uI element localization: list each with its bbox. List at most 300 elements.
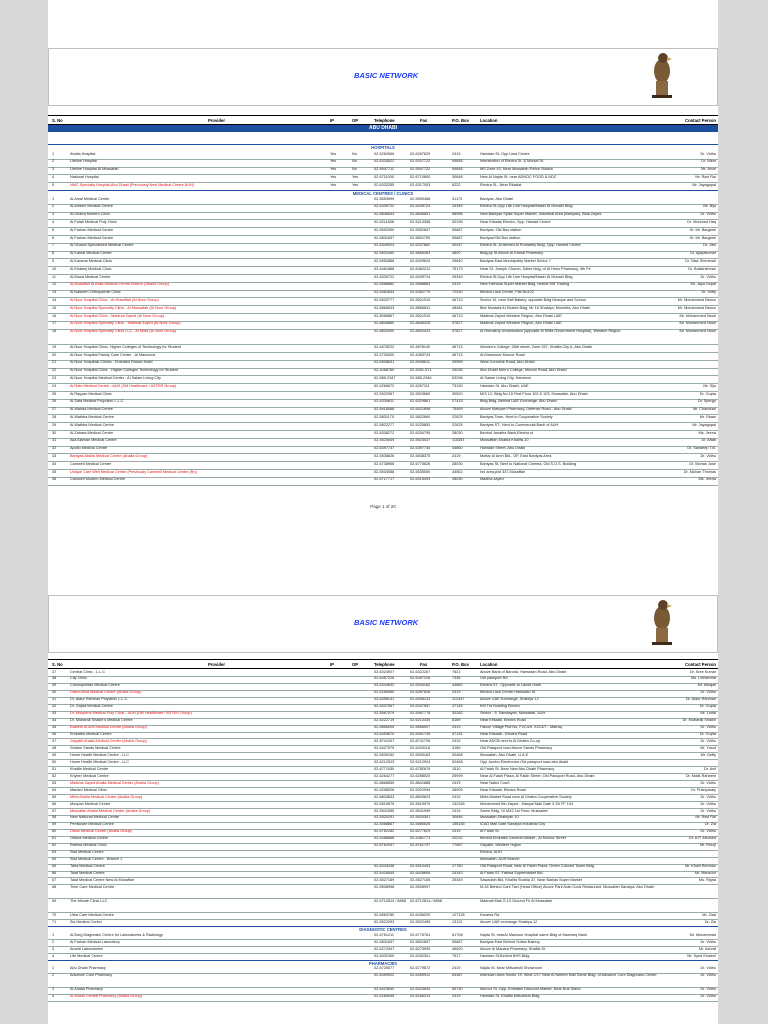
cell-tel: 02-6334632 [374, 683, 395, 688]
cell-po: 115353 [452, 438, 465, 443]
cell-prov: Camwell Modern Medical Centre [70, 477, 126, 482]
cell-tel: 02-6563780 [374, 912, 395, 917]
cell-no: 40 [52, 690, 57, 695]
cell-no: 18 [52, 329, 57, 334]
cell-fax: 02-6267111 [410, 383, 430, 388]
cell-cp: Dr. Vidhu [700, 994, 716, 999]
cell-fax: 02-6337722 [410, 159, 431, 164]
cell-fax: 02-585-2346 [410, 375, 432, 380]
cell-op: No [352, 159, 357, 164]
cell-po: 55730 [452, 987, 463, 992]
cell-cp: Dr. Vidhu [700, 274, 716, 279]
cell-fax: 02-8846326 [410, 321, 431, 326]
header-banner [48, 48, 718, 106]
cell-prov: Al Zahara Medical Centre [70, 430, 114, 435]
cell-cp: Dr. Vidhu [700, 939, 716, 944]
cell-po: 46713 [452, 313, 463, 318]
col-provider: Provider [208, 661, 225, 667]
cell-po: 46713 [452, 344, 463, 349]
page-1 [48, 0, 718, 515]
cell-cp: Dr. Spergo [697, 399, 716, 404]
cell-cp: Dr. Vidhu [700, 987, 716, 992]
cell-cp: Dr. Mubarak Shaikh [682, 718, 716, 723]
cell-loc: Marinati Mall G-13 Ground Flr Al Mussafah [480, 898, 552, 903]
cell-no: 7 [52, 243, 55, 248]
cell-loc: Opp Jumbo Electronics Old passport road abu dhabi [480, 759, 569, 764]
cell-prov: Al Khaleej Medical Clinic [70, 266, 112, 271]
cell-loc: Muroor St. Opp. Emirates Discount Market, Near Bus Stand [480, 987, 581, 992]
col-loc: Location [480, 117, 498, 123]
cell-loc: M-26 Behind Care Taxi (Head Office) Above Park Arab Cook Restaurant, Mussafah Sanaiya, Abu Dhabi [480, 884, 654, 889]
cell-prov: Baniyas Ahalia Medical Centre (Ahalia Group) [70, 453, 148, 458]
section-header: MEDICAL CENTRES / CLINICS [48, 190, 718, 197]
cell-loc: Intersection of Electra St. & Mursal St. [480, 159, 545, 164]
col-provider: Provider [208, 117, 225, 123]
cell-loc: Al Salam Living City, Hameem [480, 375, 531, 380]
cell-po: 2419 [452, 725, 461, 730]
cell-prov: Al Borg Diagnostic Centre for Laboratories & Radiology [70, 932, 163, 937]
cell-fax: 02-6397745 [410, 446, 431, 451]
cell-loc: New Baniyas Spike Super Market, Industrial Area (Baniyas), Bida Zayed [480, 212, 602, 217]
col-ip: IP [330, 661, 334, 667]
cell-tel: 02-6324907 [374, 669, 395, 674]
cell-prov: Home Health Medical Centre - LLC [70, 759, 130, 764]
cell-no: 3 [52, 167, 55, 172]
cell-no: 52 [52, 773, 57, 778]
cell-loc: Najda St. nearAl Mansour Hospital same Bldg of Mashreq Bank [480, 932, 587, 937]
cell-tel: 02-5822277 [374, 422, 395, 427]
cell-no: 59 [52, 822, 57, 827]
cell-prov: Advance Cure Pharmacy [70, 973, 113, 978]
cell-prov: Al Wathba Medical Centre [70, 414, 114, 419]
cell-no: 69 [52, 898, 57, 903]
cell-no: 13 [52, 290, 57, 295]
col-op: OP [352, 661, 359, 667]
cell-loc: Electra St,Opp Life Line Hospital/Naser Al Munairi Bldg [480, 274, 573, 279]
cell-prov: Emirates Medical Centre [70, 732, 112, 737]
cell-po: 25349 [452, 878, 463, 882]
cell-loc: Bldg Bldg, Behind UAE Exchange, Abu Dhabi [480, 399, 557, 404]
cell-no: 3 [52, 212, 55, 217]
cell-loc: Baniyas, Old Bus station [480, 227, 522, 232]
cell-cp: Mr. Mohammed Benzo [677, 305, 716, 310]
cell-loc: Baniyas ST., Next to Commercial Bank of AUH [480, 422, 559, 427]
cell-no: 29 [52, 422, 57, 427]
cell-no: 51 [52, 766, 57, 771]
cell-prov: Life Medical Centre [70, 953, 103, 958]
col-cp: Contact Person [685, 117, 716, 123]
cell-po: 94846 [452, 159, 463, 164]
col-po: P.O. Box [452, 117, 469, 123]
cell-loc: Baniyas Town, Next to Cooperative Society [480, 414, 553, 419]
cell-loc: Near Nabni Court [480, 780, 510, 785]
cell-cp: Dr. Malik Raheem [685, 773, 716, 778]
cell-tel: 02-5527189 [374, 878, 395, 882]
cell-prov: Al Noor Hospital Clinic - Madinat Zayed (Al Noor Group) [70, 313, 165, 318]
cell-tel: 02-8846860 [374, 321, 395, 326]
cell-po: 30648 [452, 174, 463, 179]
cell-loc: Baniyas East Behind Sultan Bakery [480, 939, 540, 944]
cell-prov: Dr. Gupta Medical Centre [70, 704, 113, 709]
cell-tel: 02-6298026 [374, 787, 395, 792]
cell-tel: 02-6738966 [374, 461, 395, 466]
cell-no: 5 [52, 227, 55, 232]
cell-prov: Al Ghazal Specialized Medical Centre [70, 243, 134, 248]
cell-prov: Abu Dhabi Pharmacy [70, 966, 106, 971]
cell-prov: Home Health Medical Centre - LLC [70, 752, 130, 757]
cell-op: Yes [352, 182, 359, 187]
cell-loc: Old Passport road Above Sands Pharmacy [480, 745, 553, 750]
cell-prov: New National Medical Centre [70, 815, 120, 820]
cell-fax: 02-6332301 [410, 953, 431, 958]
cell-tel: 02-6362834 [374, 290, 395, 295]
cell-loc: Mussafah, Abu Dhabi, U.A.E [480, 752, 529, 757]
cell-tel: 02-8762937 [374, 843, 395, 848]
cell-fax: 02-5588883 [410, 282, 431, 287]
cell-no: 1 [52, 151, 55, 156]
cell-tel: 02-5588882 [374, 282, 395, 287]
cell-loc: Electra St, Al Ahmed Al Rumaithy Bldg, Opp. Hamed Centre [480, 243, 581, 248]
cell-loc: Baniyas, Abu Dhabi [480, 196, 514, 201]
cell-prov: Al Dhafra Modern Clinic [70, 212, 111, 217]
cell-tel: 02-5838626 [374, 453, 395, 458]
cell-no: 35 [52, 469, 57, 474]
falcon-logo-icon [647, 51, 677, 101]
cell-prov: Moopan Medical Centre [70, 801, 111, 806]
cell-no: 38 [52, 676, 57, 681]
col-no: S. No [52, 117, 63, 123]
cell-tel: 02-8833633 [374, 794, 395, 799]
cell-prov: Al Karama Medical Clinic [70, 258, 113, 263]
cell-tel: 02-6269545 [374, 994, 395, 999]
cell-prov: Al Falah Medical Poly Clinic [70, 219, 117, 224]
cell-prov: Talat Medical Centre [70, 871, 105, 876]
cell-cp: Mr. Muhammad [689, 932, 716, 937]
cell-fax: 02-6315493 [410, 477, 431, 482]
cell-fax: 02-6339724 [410, 274, 431, 279]
cell-fax: 02-6334795 [410, 430, 431, 435]
cell-prov: Central Clinic - L.L.C [70, 669, 106, 674]
cell-cp: Ms. Jeena [698, 477, 716, 482]
cell-cp: Dr. Sree Kumar [689, 669, 716, 674]
cell-loc: Hamdan St. Khalifa Mitsubishi Bldg. [480, 994, 541, 999]
cell-loc: Al Falah St. Near New Abu Dhabi Pharmacy [480, 766, 555, 771]
cell-cp: Dr. Gupta [699, 391, 716, 396]
cell-po: 47145 [452, 704, 463, 709]
cell-tel: 02-6339722 [374, 274, 395, 279]
cell-no: 31 [52, 438, 57, 443]
cell-tel: 02-8866633 [374, 305, 395, 310]
cell-prov: Mariam Medical Clinic [70, 787, 108, 792]
cell-no: 36 [52, 477, 57, 482]
cell-prov: Apollo Medical Centre [70, 446, 108, 451]
cell-loc: KM Trd Building Electra [480, 704, 520, 709]
cell-prov: Al Safa Medical Polyclinic L.L.C. [70, 399, 125, 404]
cell-no: 49 [52, 752, 57, 757]
cell-op: No [352, 151, 357, 156]
cell-cp: Dr. Vidhu [700, 808, 716, 813]
cell-fax: 02-6337557 [410, 704, 431, 709]
cell-prov: Al Noor Hospital Family Care Center - Al Mamoora [70, 352, 156, 357]
cell-fax: 02-6317003 [410, 182, 431, 187]
cell-fax: 02-5508997 [410, 884, 431, 889]
cell-po: 27415 [452, 399, 463, 404]
cell-loc: Ind area,plot 337,Musaffah [480, 469, 526, 474]
cell-prov: Al Wathba Medical Centre [70, 422, 114, 427]
cell-cp: Dr. Setty [701, 290, 716, 295]
cell-prov: Al Ahalia Central Pharmacy (Ahalia Group) [70, 994, 142, 999]
cell-loc: Old Passport Road, near Al Falah Plaza, Green Colored Tower Bldg. [480, 864, 595, 869]
cell-cp: Mr. Albajali [697, 683, 716, 688]
section-hospitals: HOSPITALS [48, 144, 718, 151]
cell-tel: 02-4678222 [374, 344, 395, 349]
header-banner [48, 595, 718, 653]
cell-po: 30520 [452, 391, 463, 396]
cell-prov: Talat Medical Centre New Al Musaffah [70, 878, 135, 882]
cell-tel: 02-5520777 [374, 297, 395, 302]
cell-po: 47131 [452, 732, 463, 737]
cell-po: 57827 [452, 321, 463, 326]
cell-prov: Al Rayyan Medical Clinic [70, 391, 112, 396]
cell-fax: 02-6910453 [410, 864, 431, 869]
cell-fax: 02-8832424 [410, 329, 431, 334]
cell-no: 2 [52, 204, 55, 209]
cell-fax: 02-4678140 [410, 344, 431, 349]
cell-po: 46713 [452, 352, 463, 357]
cell-loc: Behind Liwa Centre,Hamadan St [480, 690, 536, 695]
cell-cp: Mr. Khalil Rehman [684, 864, 716, 869]
cell-loc: Hamdan St,Behind BHS Bldg [480, 953, 530, 958]
cell-fax: 02-6782679 [410, 766, 431, 771]
cell-po: 2419 [452, 739, 461, 743]
cell-no: 45 [52, 725, 57, 730]
cell-po: 28030 [452, 430, 463, 435]
cell-tel: 02-6339811 [374, 399, 394, 404]
cell-loc: Behind Emirates General Market - Al Muroor Street [480, 836, 566, 841]
col-op: OP [352, 117, 359, 123]
cell-po: 24343 [452, 871, 463, 876]
cell-fax: 02-4051-571 [410, 368, 432, 373]
cell-no: 53 [52, 780, 57, 785]
cell-no: 66 [52, 871, 57, 876]
cell-fax: 02-8741705 [410, 739, 431, 743]
cell-prov: Dawn Ahlia Medical Centre (Ahalia Group) [70, 690, 142, 695]
cell-fax: 02-6266313 [410, 994, 431, 999]
cell-prov: Lifeline Hospital [70, 159, 97, 164]
cell-tel: 02-6461888 [374, 266, 395, 271]
cell-fax: 02-5547722 [410, 167, 431, 172]
cell-tel: 02-5567079 [374, 711, 395, 716]
col-fax: Fax [420, 661, 428, 667]
cell-ip: Yes [330, 182, 337, 187]
cell-cp: Dr. Aftab [701, 438, 716, 443]
cell-prov: Golden Sands Medical Centre [70, 745, 121, 750]
cell-prov: Al Noor Hospital Medical Center - Al Salam Living City [70, 375, 161, 380]
cell-no: 30 [52, 430, 57, 435]
cell-no: 56 [52, 801, 57, 806]
cell-tel: 02-5547711 [374, 167, 394, 172]
cell-po: 39999 [452, 360, 463, 365]
cell-tel: 02-6332255 [374, 182, 395, 187]
cell-loc: Madinat Zayed Western Region, Abu Dhabi UAE [480, 313, 562, 318]
cell-no: 6 [52, 235, 55, 240]
cell-loc: Najda St. Near Mitsubishi Showroom [480, 966, 543, 971]
cell-fax: 02-5522495 [410, 919, 431, 924]
cell-po: 7336 [452, 676, 461, 681]
cell-loc: Near Etisalat Electra, Opp. Hamad Centre [480, 219, 551, 224]
cell-cp: Mr. Mohammed Nauri [679, 321, 716, 326]
cell-no: 25 [52, 391, 57, 396]
cell-cp: Ms. Leelamma [691, 676, 716, 681]
cell-no: 2 [52, 159, 55, 164]
cell-fax: 02-5523437 [410, 438, 431, 443]
cell-fax: 02-5838375 [410, 453, 431, 458]
region-bar: ABU DHABI [48, 125, 718, 132]
cell-prov: Alia Alaman Medical Centre [70, 438, 117, 443]
cell-prov: Dr. Mubarak Shaikh's Medical Centre [70, 718, 133, 723]
cell-loc: Electra St., Near Etisalat [480, 182, 522, 187]
cell-loc: Mussaffah,Shabia Khalifa-10 [480, 438, 529, 443]
cell-ip: Yes [330, 167, 337, 172]
cell-loc: Near Etisalat, Electra Road [480, 787, 526, 792]
cell-no: 60 [52, 829, 57, 834]
cell-po: 22625 [452, 422, 463, 427]
cell-loc: Behind Liwa Centre, Flat No102 [480, 290, 534, 295]
cell-no: 3 [52, 946, 55, 951]
cell-loc: Near ADCB next to Al Dhafra Co-op [480, 739, 541, 743]
cell-ip: Yes [330, 151, 337, 156]
cell-tel: 02-6397737 [374, 446, 395, 451]
cell-po: 75173 [452, 266, 463, 271]
cell-tel: 02-6359922 [374, 973, 395, 978]
cell-no: 23 [52, 375, 57, 380]
cell-tel: 02-6398131 [374, 697, 395, 702]
cell-tel: 02-5831637 [374, 939, 395, 944]
cell-fax: 02-6337862 [410, 243, 431, 248]
cell-po: 20232 [452, 836, 463, 841]
cell-loc: Above Mariyam Pharmacy, Defense Road - Abu Dhabi [480, 407, 572, 412]
cell-po: 61708 [452, 932, 463, 937]
cell-cp: Dr. Pushparaly [691, 787, 716, 792]
cell-prov: Mirfa Ahalia Medical Center (Ahalia Group) [70, 794, 143, 799]
cell-no: 41 [52, 697, 57, 702]
cell-fax: 02-5559468 [410, 196, 431, 201]
cell-loc: Bldr Mustafa Al Khaled Bldg, Mr 16 Shabiya, Mushrifa, Abu Dhabi [480, 305, 590, 310]
cell-fax: 02-6773626 [410, 461, 431, 466]
cell-po: 55687 [452, 235, 463, 240]
cell-prov: Taha Medical Centre [70, 864, 105, 869]
cell-fax: 02-5585526 [410, 822, 431, 827]
cell-no: 5 [52, 182, 55, 187]
cell-fax: 02-6273999 [410, 946, 431, 951]
cell-no: 44 [52, 718, 57, 723]
cell-po: 52468 [452, 759, 463, 764]
cell-fax: 02-5225853 [410, 422, 431, 427]
cell-no: 19 [52, 344, 57, 349]
cell-cp: Dr. Vidhu [700, 212, 716, 217]
cell-no: 26 [52, 399, 57, 404]
cell-loc: Intertown Area Sector 19, West 2/17 Near Al Neteen Mall Same Bldg. of Advance Cure Diagnostic Center [480, 973, 657, 978]
cell-prov: Oasis Medical Centre (Ahalia Group) [70, 829, 133, 834]
cell-loc: Sector - 9, Samaayah, Mussafah, AUH [480, 711, 546, 716]
cell-prov: Khalifa Medical Centre [70, 766, 109, 771]
cell-cp: Mr. Linda [700, 711, 716, 716]
cell-po: 6222 [452, 182, 461, 187]
cell-prov: Amedi Laboratories [70, 946, 103, 951]
cell-po: 30247 [452, 243, 463, 248]
cell-po: 30196 [452, 219, 463, 224]
cell-fax: 02-8846851 [410, 212, 431, 217]
cell-po: 8189 [452, 718, 461, 723]
cell-prov: Eastern Al Ahli Medical Centre (Ahalia Group) [70, 725, 147, 730]
cell-fax: 02-6462212 [410, 266, 431, 271]
cell-prov: Al Noor Hospital Specialty Clinic - Al Mussafah (Al Noor Group) [70, 305, 177, 310]
cell-no: 55 [52, 794, 57, 799]
cell-prov: Al Ahalia Pharmacy [70, 987, 103, 992]
cell-prov: Al Musaffah Al Ahlia Medical Centre Branch (Ahalia Group) [70, 282, 169, 287]
cell-tel: 02-8741267 [374, 739, 395, 743]
cell-tel: 02-5525549 [374, 438, 395, 443]
cell-prov: Rahma Medical Clinic [70, 843, 107, 848]
cell-po: 55687 [452, 227, 463, 232]
cell-cp: Dr. Mr. Bargesh [689, 235, 716, 240]
cell-fax: 02-8833623 [410, 794, 431, 799]
cell-tel: 02-6337557 [374, 704, 395, 709]
cell-po: 2419 [452, 994, 461, 999]
cell-fax: 02-6451745 [410, 732, 431, 737]
cell-tel: 02-6338272 [374, 430, 395, 435]
col-tel: Telephone [374, 117, 395, 123]
cell-tel: 02-6762282 [374, 829, 395, 834]
table-header [48, 115, 718, 125]
cell-tel: 02-8868655 [374, 780, 395, 785]
cell-prov: Cosmopolitan Medical Centre [70, 683, 120, 688]
cell-loc: Above UAE Exchange, Shabiya 12 [480, 697, 539, 702]
cell-po: 7621 [452, 669, 461, 674]
cell-fax: 02-8866631 [410, 305, 431, 310]
cell-no: 21 [52, 360, 57, 365]
cell-tel: 02-6222719 [374, 718, 395, 723]
cell-cp: Dr. Nizar [701, 159, 716, 164]
cell-no: 11 [52, 274, 56, 279]
cell-po: 48481 [452, 305, 463, 310]
cell-prov: City Clinic [70, 676, 87, 681]
cell-loc: ICAD Mall Gate Sanaiya Industrial City [480, 822, 546, 827]
cell-fax: 02-6329861 [410, 399, 431, 404]
cell-po: 2419 [452, 282, 461, 287]
cell-loc: Near Al Falah Plaza, Al Falah Street, Old Passport Road, Abu Dhabi [480, 773, 595, 778]
cell-fax: 02-6779872 [410, 966, 431, 971]
cell-prov: Al Noor Hospital Clinic - Al Musaffah (Al Noor Group) [70, 297, 159, 302]
cell-prov: Al Farhan Medical Laboratory [70, 939, 120, 944]
cell-cp: Mr. Syed Khaleel [687, 953, 716, 958]
cell-tel: 02-6761211 [374, 932, 394, 937]
cell-tel: 02-8846633 [374, 212, 395, 217]
cell-fax: 02-6421898 [410, 407, 431, 412]
cell-tel: 02-6717717 [374, 477, 395, 482]
cell-tel: 02-6274347 [374, 946, 395, 951]
cell-po: 13112 [452, 919, 463, 924]
cell-loc: M/S 12, Bldg No.15 First Floor 102 & 103, Mussafah, Abu Dhabi [480, 391, 588, 396]
cell-no: 37 [52, 669, 57, 674]
cell-cp: Dr. Gupta [699, 704, 716, 709]
cell-fax: 02-4083743 [410, 352, 431, 357]
cell-ip: Yes [330, 174, 337, 179]
cell-loc: Al Falah ST, Fatima Supermarket Bld. [480, 871, 544, 876]
cell-cp: Ms. Jeena [698, 430, 716, 435]
cell-tel: 02-6266672 [374, 383, 395, 388]
cell-cp: Mr. Siju [703, 383, 716, 388]
